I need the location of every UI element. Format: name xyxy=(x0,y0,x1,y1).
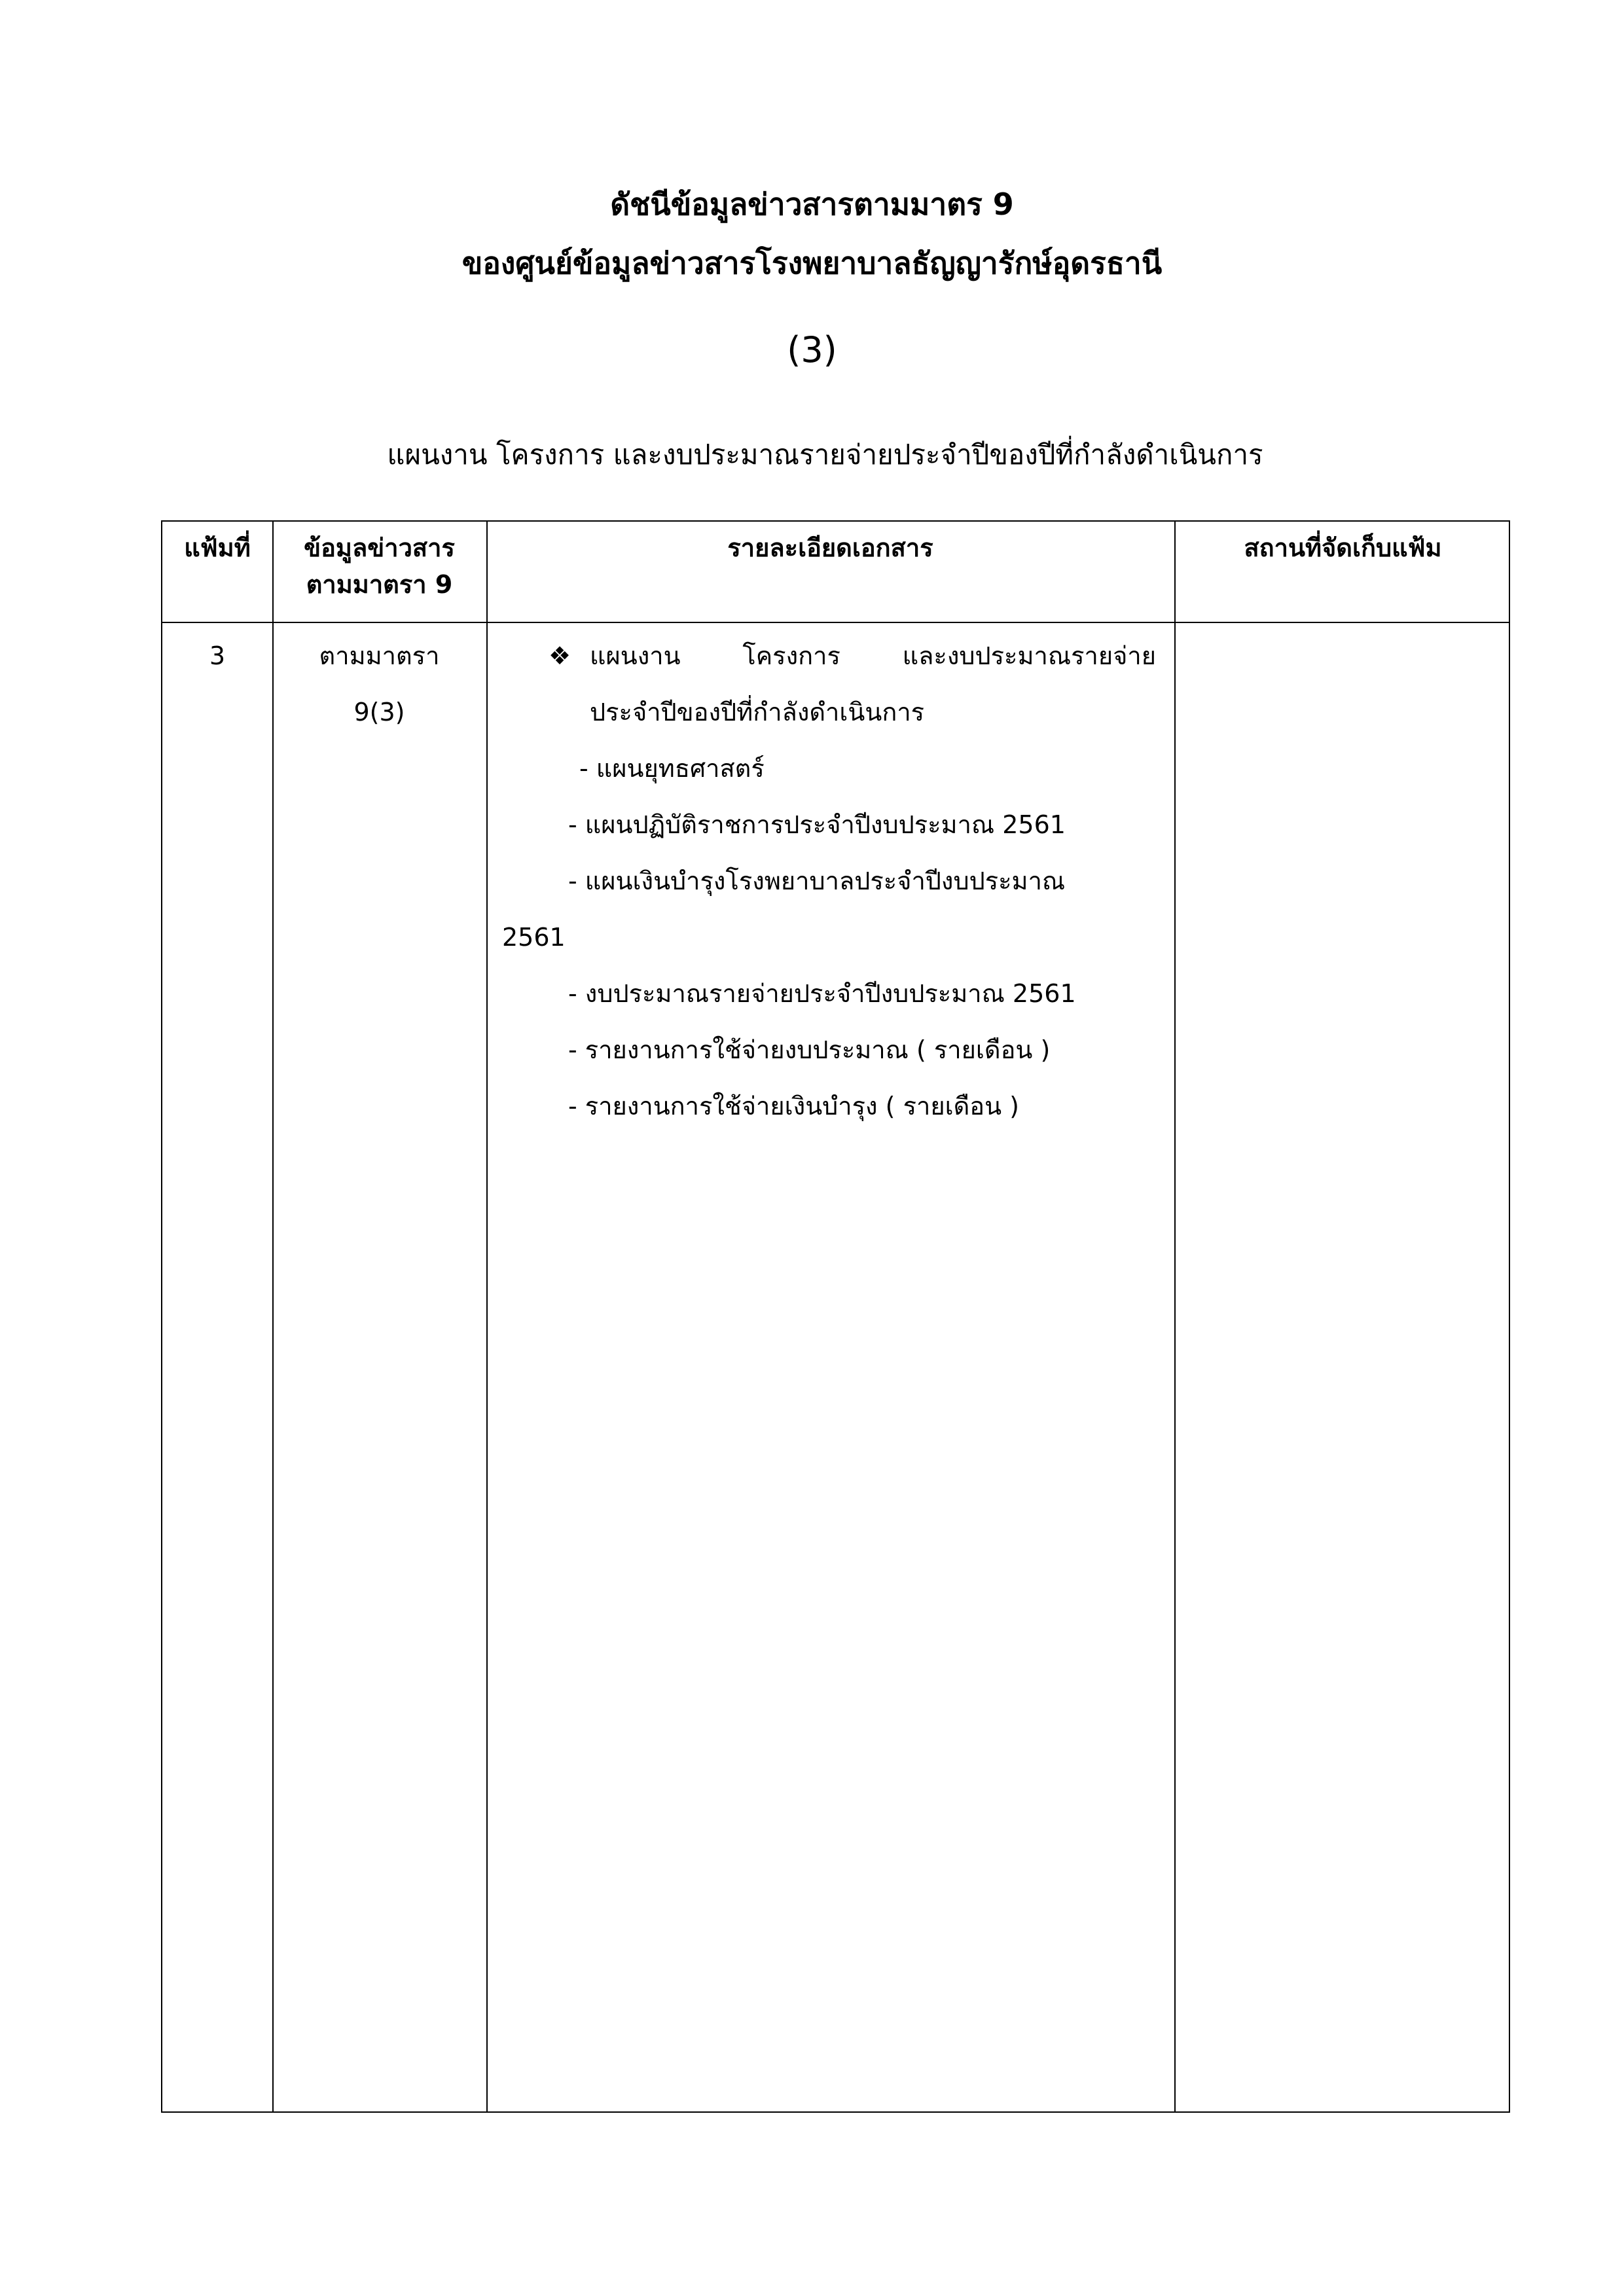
detail-heading-text xyxy=(590,628,1156,684)
cell-section xyxy=(272,628,486,740)
cell-details xyxy=(486,628,1174,1134)
detail-item: - แผนยุทธศาสตร์ xyxy=(579,754,765,783)
detail-item: - รายงานการใช้จ่ายงบประมาณ ( รายเดือน ) xyxy=(568,1035,1051,1064)
cell-file-no: 3 xyxy=(209,641,226,670)
column-divider xyxy=(272,522,274,2111)
header-file-no: แฟ้มที่ xyxy=(184,533,251,562)
document-title-line1: ดัชนีข้อมูลข่าวสารตามมาตร 9 xyxy=(610,187,1014,222)
header-section-line1: ข้อมูลข่าวสาร xyxy=(304,533,455,562)
section-number: (3) xyxy=(787,329,837,370)
header-divider xyxy=(162,622,1509,623)
detail-item: - รายงานการใช้จ่ายเงินบำรุง ( รายเดือน ) xyxy=(568,1092,1019,1121)
column-divider xyxy=(1174,522,1176,2111)
detail-item: - แผนเงินบำรุงโรงพยาบาลประจำปีงบประมาณ xyxy=(568,867,1066,895)
document-title-line2: ของศูนย์ข้อมูลข่าวสารโรงพยาบาลธัญญารักษ์อุดรธานี xyxy=(461,245,1163,281)
heading-word: โครงการ xyxy=(742,641,840,670)
document-subtitle: แผนงาน โครงการ และงบประมาณรายจ่ายประจำปีของปีที่กำลังดำเนินการ xyxy=(387,439,1263,471)
cell-section-line1: ตามมาตรา xyxy=(319,641,440,670)
header-location: สถานที่จัดเก็บแฟ้ม xyxy=(1244,533,1442,562)
diamond-bullet-icon: ❖ xyxy=(549,641,571,670)
detail-item-cont: 2561 xyxy=(502,923,566,952)
header-section-line2: ตามมาตรา 9 xyxy=(306,570,453,599)
header-details: รายละเอียดเอกสาร xyxy=(727,533,933,562)
heading-word: และงบประมาณรายจ่าย xyxy=(902,641,1156,670)
detail-item: - แผนปฏิบัติราชการประจำปีงบประมาณ 2561 xyxy=(568,810,1066,839)
detail-heading-cont: ประจำปีของปีที่กำลังดำเนินการ xyxy=(590,698,925,726)
heading-word: แผนงาน xyxy=(590,641,681,670)
detail-item: - งบประมาณรายจ่ายประจำปีงบประมาณ 2561 xyxy=(568,979,1076,1008)
detail-heading xyxy=(486,628,1174,684)
cell-section-line2: 9(3) xyxy=(353,698,405,726)
index-table xyxy=(161,520,1510,2113)
header-section xyxy=(272,529,486,603)
